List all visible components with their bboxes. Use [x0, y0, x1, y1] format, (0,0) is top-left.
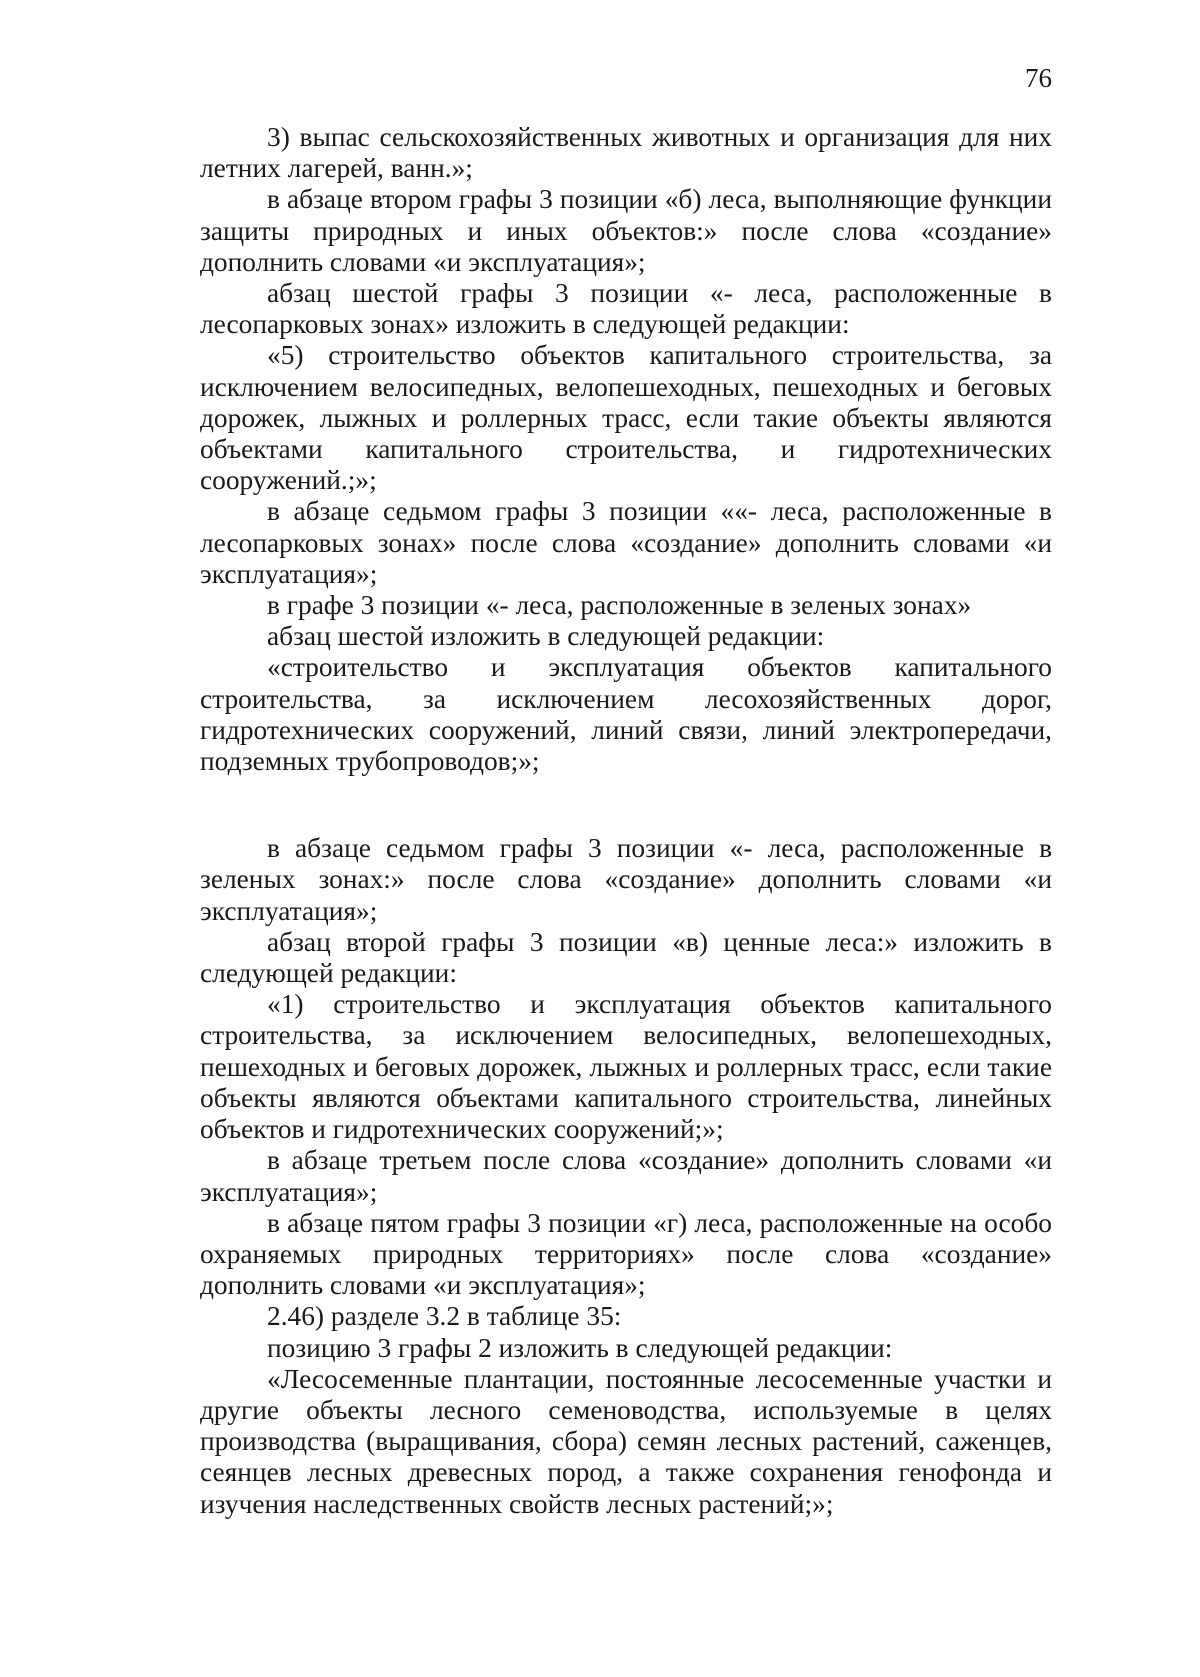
paragraph: 2.46) разделе 3.2 в таблице 35:: [267, 1301, 622, 1332]
document-body: [200, 122, 1052, 1520]
paragraph: в абзаце седьмом графы 3 позиции «- леса, расположенные в зеленых зонах:» после слова «создание» дополнить словами «и эксплуатация»;: [200, 833, 1052, 926]
paragraph: абзац шестой графы 3 позиции «- леса, расположенные в лесопарковых зонах» изложить в следующей редакции:: [200, 278, 1052, 340]
page-number: 76: [1025, 63, 1052, 93]
paragraph: «строительство и эксплуатация объектов капитального строительства, за исключением лесохозяйственных дорог, гидротехнических сооружений, линий связи, линий электропередачи, подземных трубопроводов;»;: [200, 652, 1052, 777]
blank-line: [200, 777, 1052, 833]
paragraph: в абзаце пятом графы 3 позиции «г) леса, расположенные на особо охраняемых природных территориях» после слова «создание» дополнить словами «и эксплуатация»;: [200, 1207, 1052, 1301]
paragraph: абзац второй графы 3 позиции «в) ценные леса:» изложить в следующей редакции:: [200, 926, 1052, 989]
paragraph: «Лесосеменные плантации, постоянные лесосеменные участки и другие объекты лесного семеноводства, используемые в целях производства (выращивания, сбора) семян лесных растений, саженцев, сеянцев лесных древесных пород, а также сохранения генофонда и изучения наследственных свойств лесных растений;»;: [200, 1363, 1052, 1519]
paragraph: «1) строительство и эксплуатация объектов капитального строительства, за исключением велосипедных, велопешеходных, пешеходных и беговых дорожек, лыжных и роллерных трасс, если такие объекты являются объектами капитального строительства, линейных объектов и гидротехнических сооружений;»;: [200, 989, 1052, 1145]
paragraph: абзац шестой изложить в следующей редакции:: [267, 621, 825, 652]
paragraph: позицию 3 графы 2 изложить в следующей редакции:: [267, 1332, 893, 1363]
paragraph: в графе 3 позиции «- леса, расположенные в зеленых зонах»: [267, 590, 972, 621]
paragraph: 3) выпас сельскохозяйственных животных и организация для них летних лагерей, ванн.»;: [200, 122, 1052, 184]
paragraph: в абзаце втором графы 3 позиции «б) леса, выполняющие функции защиты природных и иных объектов:» после слова «создание» дополнить словами «и эксплуатация»;: [200, 184, 1052, 277]
paragraph: «5) строительство объектов капитального строительства, за исключением велосипедных, велопешеходных, пешеходных и беговых дорожек, лыжных и роллерных трасс, если такие объекты являются объектами капитального строительства, и гидротехнических сооружений.;»;: [200, 340, 1052, 496]
paragraph: в абзаце третьем после слова «создание» дополнить словами «и эксплуатация»;: [200, 1145, 1052, 1207]
paragraph: в абзаце седьмом графы 3 позиции ««- леса, расположенные в лесопарковых зонах» после слова «создание» дополнить словами «и эксплуатация»;: [200, 496, 1052, 589]
